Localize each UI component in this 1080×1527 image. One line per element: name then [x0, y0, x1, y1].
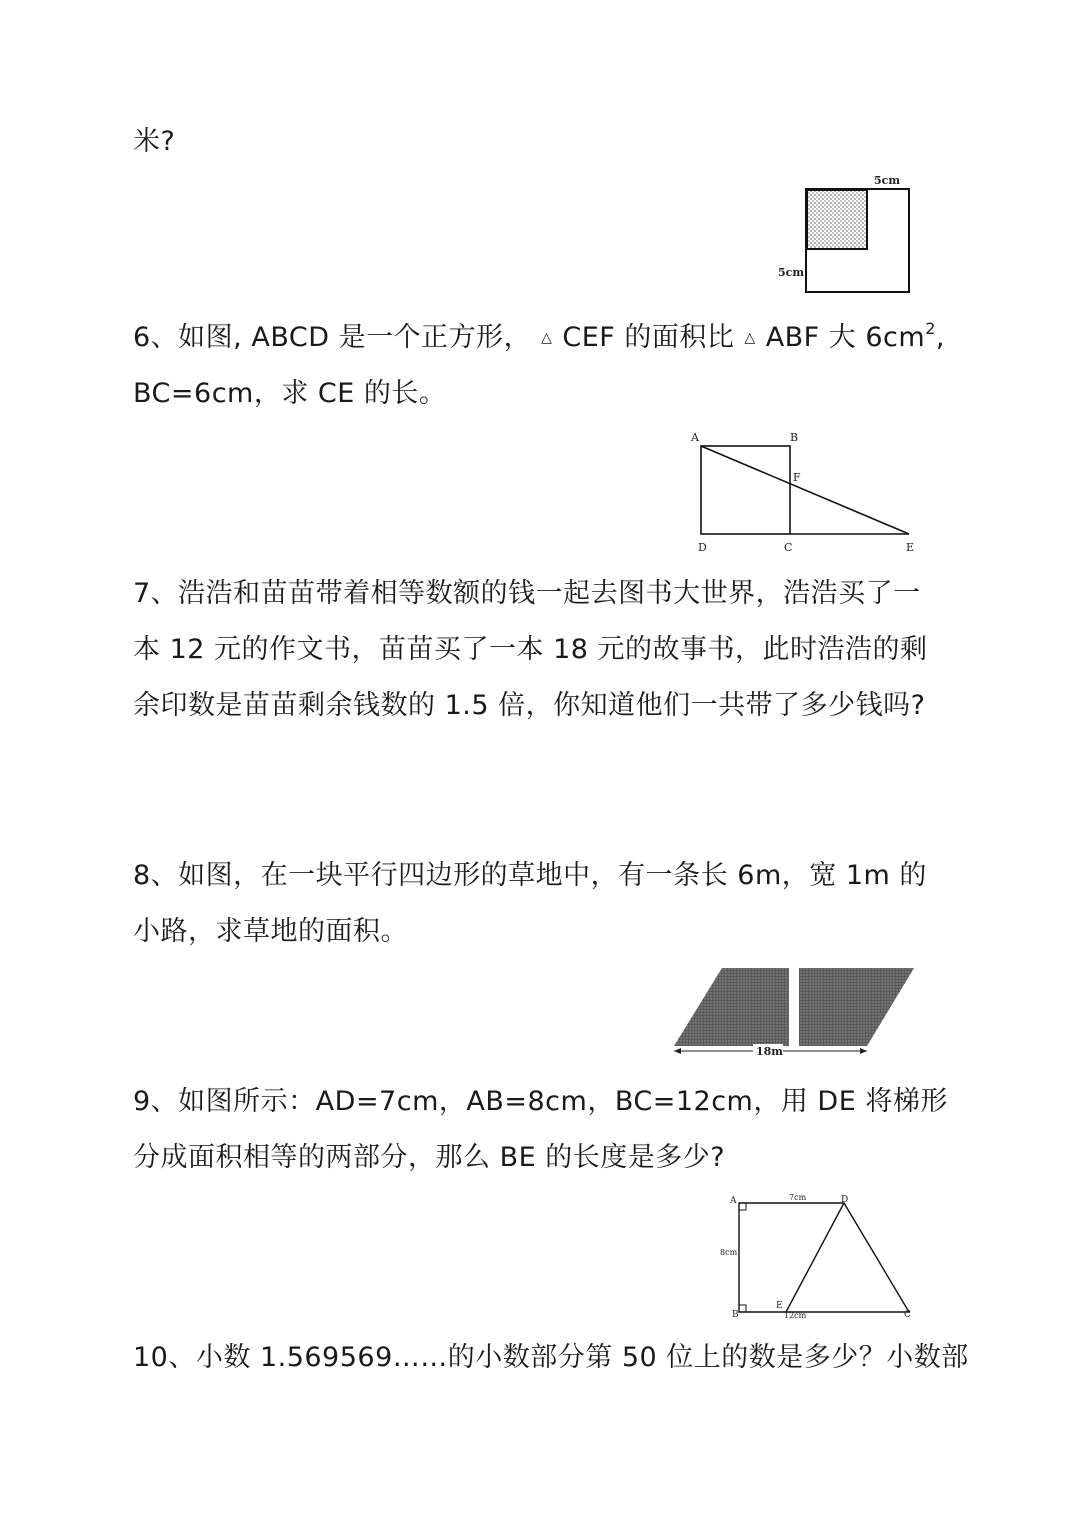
- lawn-right-part: [799, 968, 914, 1046]
- q6-part-b: CEF 的面积比: [562, 322, 735, 353]
- segment-de: [786, 1203, 844, 1312]
- q9-line-1: 9、如图所示：AD=7cm，AB=8cm，BC=12cm，用 DE 将梯形: [133, 1086, 948, 1117]
- diagonal-ae: [701, 446, 909, 534]
- bc-length-label: 12cm: [784, 1311, 807, 1320]
- lawn-left-part: [674, 968, 789, 1046]
- q6-comma: ,: [935, 322, 945, 353]
- q6-line-1: [133, 320, 945, 356]
- label-A: A: [730, 1196, 737, 1206]
- side-length-label: 5cm: [778, 266, 804, 279]
- label-C: C: [904, 1310, 911, 1320]
- figure-8-parallelogram: [665, 962, 925, 1067]
- trapezoid-abcd: [739, 1203, 909, 1312]
- q8-line-2: 小路，求草地的面积。: [133, 916, 408, 947]
- base-length-label: 18m: [756, 1045, 783, 1058]
- q7-line-2: 本 12 元的作文书，苗苗买了一本 18 元的故事书，此时浩浩的剩: [133, 634, 928, 665]
- right-angle-mark-a: [739, 1203, 746, 1210]
- top-length-label: 5cm: [874, 174, 900, 187]
- arrow-left-icon: [674, 1048, 681, 1054]
- label-B: B: [732, 1310, 739, 1320]
- ab-length-label: 8cm: [720, 1248, 738, 1257]
- label-E: E: [776, 1301, 783, 1311]
- square-abcd: [701, 446, 790, 534]
- q6-line-2: BC=6cm，求 CE 的长。: [133, 378, 447, 409]
- q10-line-1: 10、小数 1.569569……的小数部分第 50 位上的数是多少？小数部: [133, 1342, 969, 1373]
- label-B: B: [790, 431, 799, 444]
- arrow-right-icon: [860, 1048, 867, 1054]
- figure-9-trapezoid: [715, 1188, 920, 1323]
- label-D: D: [841, 1195, 849, 1205]
- q5-text-end: 米?: [133, 126, 176, 157]
- ad-length-label: 7cm: [789, 1193, 807, 1202]
- label-C: C: [784, 541, 793, 554]
- label-A: A: [691, 431, 699, 444]
- triangle-symbol-1: △: [541, 330, 553, 346]
- label-F: F: [793, 471, 801, 484]
- q6-part-c: ABF 大 6cm: [765, 322, 926, 353]
- figure-5-squares: [770, 170, 920, 300]
- figure-6-square-triangle: [680, 425, 920, 560]
- squared-superscript: 2: [925, 319, 936, 338]
- label-E: E: [906, 541, 915, 554]
- right-angle-mark-b: [739, 1305, 746, 1312]
- q7-line-3: 余印数是苗苗剩余钱数的 1.5 倍，你知道他们一共带了多少钱吗?: [133, 690, 926, 721]
- shaded-inner-square: [807, 190, 867, 249]
- q9-line-2: 分成面积相等的两部分，那么 BE 的长度是多少?: [133, 1142, 726, 1173]
- q6-part-a: 6、如图, ABCD 是一个正方形，: [133, 322, 532, 353]
- triangle-symbol-2: △: [744, 330, 756, 346]
- label-D: D: [698, 541, 707, 554]
- q7-line-1: 7、浩浩和苗苗带着相等数额的钱一起去图书大世界，浩浩买了一: [133, 578, 921, 609]
- q8-line-1: 8、如图，在一块平行四边形的草地中，有一条长 6m，宽 1m 的: [133, 860, 927, 891]
